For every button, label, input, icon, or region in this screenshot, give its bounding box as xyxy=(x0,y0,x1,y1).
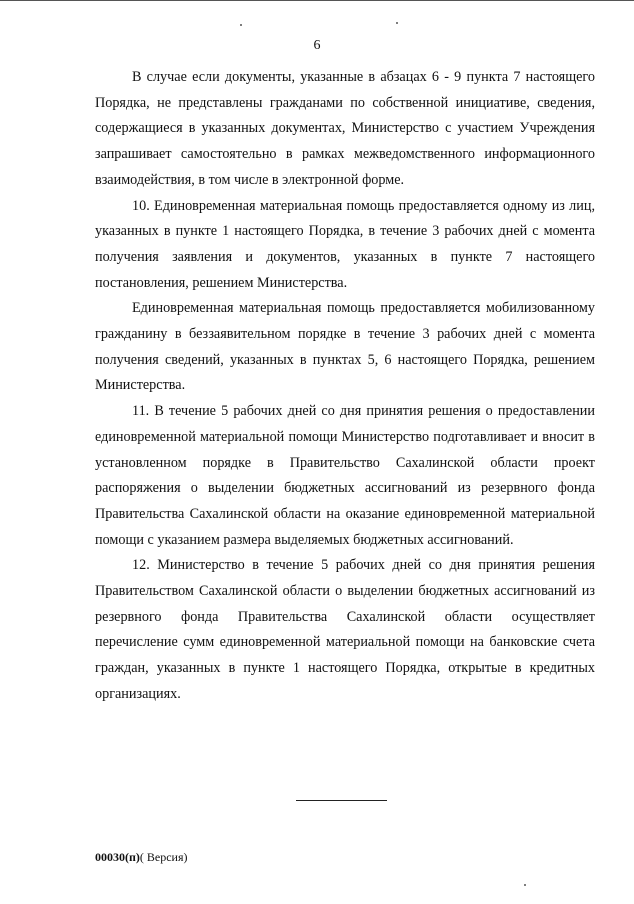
paragraph-mobilized-citizen: Единовременная материальная помощь предоставляется мобилизованному гражданину в беззаявительном порядке в течение 3 рабочих дней с момента получения сведений, указанных в пунктах 5, 6 настоящего Порядка, решением Министерства. xyxy=(95,300,595,394)
closing-line xyxy=(296,800,387,801)
scan-speck xyxy=(524,884,526,886)
document-version: ( Версия) xyxy=(139,850,188,864)
document-body xyxy=(95,65,595,708)
paragraph-item-10: 10. Единовременная материальная помощь предоставляется одному из лиц, указанных в пункте 1 настоящего Порядка, в течение 3 рабочих дней с момента получения заявления и документов, указанных в пункте 7 настоящего постановления, решением Министерства. xyxy=(95,197,595,291)
page-top-border xyxy=(0,0,634,1)
document-code: 00030(п) xyxy=(95,850,140,864)
scan-speck xyxy=(240,24,242,26)
paragraph-item-12: 12. Министерство в течение 5 рабочих дней со дня принятия решения Правительством Сахалинской области о выделении бюджетных ассигнований из резервного фонда Правительства Сахалинской области осуществляет перечисление сумм единовременной материальной помощи на банковские счета граждан, указанных в пункте 1 настоящего Порядка, открытые в кредитных организациях. xyxy=(95,557,595,702)
paragraph-interdepartmental-request: В случае если документы, указанные в абзацах 6 - 9 пункта 7 настоящего Порядка, не представлены гражданами по собственной инициативе, сведения, содержащиеся в указанных документах, Министерство с участием Учреждения запрашивает самостоятельно в рамках межведомственного информационного взаимодействия, в том числе в электронной форме. xyxy=(95,69,595,188)
page-number: 6 xyxy=(313,38,321,53)
paragraph-item-11: 11. В течение 5 рабочих дней со дня принятия решения о предоставлении единовременной материальной помощи Министерство подготавливает и вносит в установленном порядке в Правительство Сахалинской области проект распоряжения о выделении бюджетных ассигнований из резервного фонда Правительства Сахалинской области на оказание единовременной материальной помощи с указанием размера выделяемых бюджетных ассигнований. xyxy=(95,403,595,548)
scan-speck xyxy=(396,22,398,24)
document-footer xyxy=(95,850,188,864)
